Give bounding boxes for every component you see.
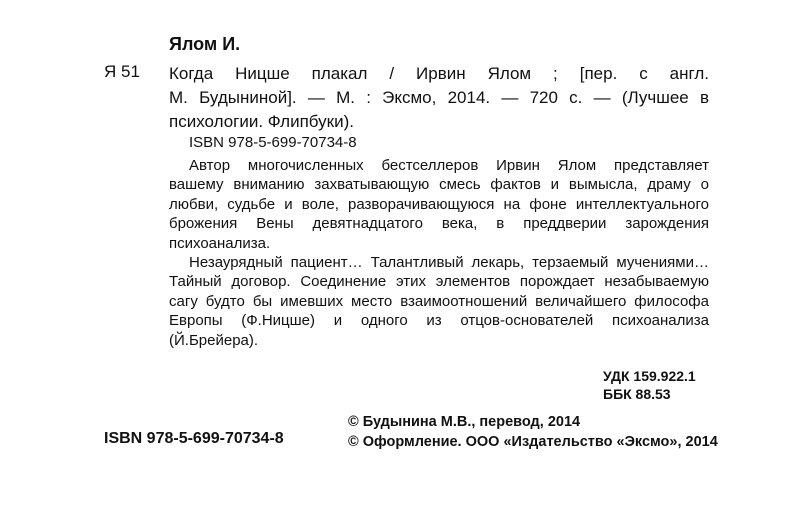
- annotation-line: Автор многочисленных бестселлеров Ирвин Ялом представляет: [189, 157, 709, 174]
- classification-codes: [603, 367, 696, 403]
- copyright-translation: © Будынина М.В., перевод, 2014: [348, 414, 581, 430]
- annotation-line: Незаурядный пациент… Талантливый лекарь, терзаемый мучениями…: [189, 254, 709, 272]
- bib-line: психологии. Флипбуки).: [169, 112, 354, 131]
- annotation: [169, 156, 709, 350]
- bbk-code: ББК 88.53: [603, 386, 671, 402]
- annotation-line: Тайный договор. Соединение этих элементов порождает незабываемую: [169, 273, 709, 291]
- annotation-line: вашему вниманию захватывающую смесь фактов и вымысла, драму о: [169, 176, 709, 194]
- shelf-code: Я 51: [104, 62, 140, 81]
- author-heading: Ялом И.: [169, 34, 241, 54]
- isbn-top: ISBN 978-5-699-70734-8: [189, 134, 357, 151]
- annotation-line: (Й.Брейера).: [169, 331, 259, 349]
- annotation-line: брожения Вены девятнадцатого века, в преддверии зарождения: [169, 215, 709, 233]
- annotation-line: сагу будто бы имевших место взаимоотношений величайшего философа: [169, 292, 709, 310]
- annotation-line: психоанализа.: [169, 234, 271, 252]
- bibliographic-description: [169, 62, 709, 134]
- bib-line: М. Будыниной]. — М. : Эксмо, 2014. — 720 с. — (Лучшее в: [169, 88, 709, 107]
- isbn-bottom: ISBN 978-5-699-70734-8: [104, 430, 284, 447]
- copyright-design: © Оформление. ООО «Издательство «Эксмо», 2014: [348, 434, 718, 450]
- bib-line: Когда Ницше плакал / Ирвин Ялом ; [пер. с англ.: [169, 64, 709, 83]
- copyright-block: [348, 412, 718, 452]
- udk-code: УДК 159.922.1: [603, 368, 696, 384]
- annotation-line: Европы (Ф.Ницше) и одного из отцов-основателей психоанализа: [169, 312, 709, 330]
- annotation-line: любви, судьбе и воле, разворачивающуюся на фоне интеллектуального: [169, 195, 709, 213]
